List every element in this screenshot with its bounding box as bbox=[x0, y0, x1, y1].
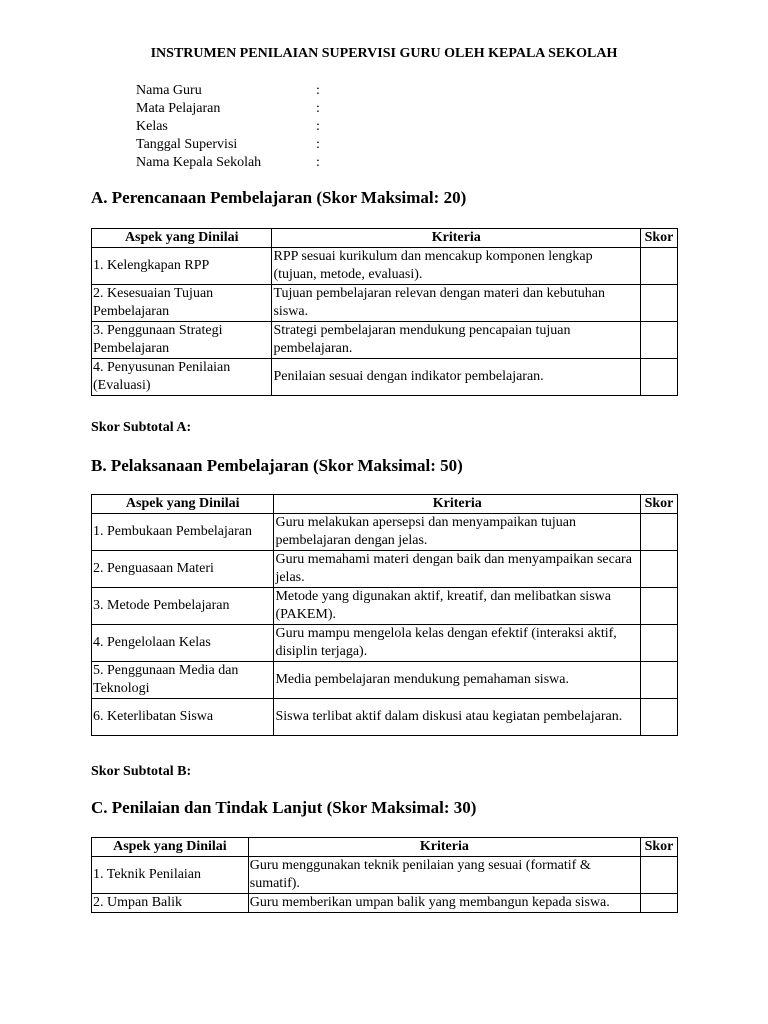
section-c-table bbox=[91, 837, 678, 913]
table-row bbox=[92, 662, 678, 699]
skor-cell[interactable] bbox=[641, 588, 678, 625]
table-row bbox=[92, 894, 678, 913]
table-row bbox=[92, 322, 678, 359]
skor-cell[interactable] bbox=[641, 662, 678, 699]
skor-cell[interactable] bbox=[641, 699, 678, 736]
table-row bbox=[92, 285, 678, 322]
info-row-nama-kepala-sekolah bbox=[136, 154, 328, 172]
aspek-cell: 2. Umpan Balik bbox=[92, 894, 249, 913]
kriteria-cell: Guru memahami materi dengan baik dan menyampaikan secara jelas. bbox=[274, 551, 641, 588]
table-header-row bbox=[92, 838, 678, 857]
table-row bbox=[92, 699, 678, 736]
kriteria-cell: Guru mampu mengelola kelas dengan efektif (interaksi aktif, disiplin terjaga). bbox=[274, 625, 641, 662]
info-colon: : bbox=[316, 155, 320, 170]
skor-cell[interactable] bbox=[641, 248, 678, 285]
kriteria-cell: Guru menggunakan teknik penilaian yang sesuai (formatif & sumatif). bbox=[248, 857, 640, 894]
table-row bbox=[92, 514, 678, 551]
skor-cell[interactable] bbox=[641, 894, 678, 913]
kriteria-cell: Siswa terlibat aktif dalam diskusi atau kegiatan pembelajaran. bbox=[274, 699, 641, 736]
skor-cell[interactable] bbox=[641, 857, 678, 894]
skor-cell[interactable] bbox=[641, 514, 678, 551]
section-c-heading: C. Penilaian dan Tindak Lanjut (Skor Maksimal: 30) bbox=[91, 798, 477, 817]
kriteria-cell: RPP sesuai kurikulum dan mencakup komponen lengkap (tujuan, metode, evaluasi). bbox=[272, 248, 641, 285]
header-aspek: Aspek yang Dinilai bbox=[92, 495, 274, 514]
table-header-row bbox=[92, 229, 678, 248]
info-colon: : bbox=[316, 119, 320, 134]
kriteria-cell: Penilaian sesuai dengan indikator pembelajaran. bbox=[272, 359, 641, 396]
aspek-cell: 1. Pembukaan Pembelajaran bbox=[92, 514, 274, 551]
info-label: Nama Guru bbox=[136, 83, 202, 98]
kriteria-cell: Tujuan pembelajaran relevan dengan materi dan kebutuhan siswa. bbox=[272, 285, 641, 322]
kriteria-cell: Strategi pembelajaran mendukung pencapaian tujuan pembelajaran. bbox=[272, 322, 641, 359]
section-b-heading: B. Pelaksanaan Pembelajaran (Skor Maksimal: 50) bbox=[91, 456, 463, 475]
aspek-cell: 6. Keterlibatan Siswa bbox=[92, 699, 274, 736]
skor-cell[interactable] bbox=[641, 322, 678, 359]
header-kriteria: Kriteria bbox=[274, 495, 641, 514]
skor-cell[interactable] bbox=[641, 285, 678, 322]
header-skor: Skor bbox=[641, 229, 678, 248]
kriteria-cell: Metode yang digunakan aktif, kreatif, dan melibatkan siswa (PAKEM). bbox=[274, 588, 641, 625]
info-colon: : bbox=[316, 83, 320, 98]
subtotal-a: Skor Subtotal A: bbox=[91, 420, 192, 435]
aspek-cell: 1. Teknik Penilaian bbox=[92, 857, 249, 894]
skor-cell[interactable] bbox=[641, 551, 678, 588]
section-a-heading: A. Perencanaan Pembelajaran (Skor Maksimal: 20) bbox=[91, 188, 467, 207]
info-row-nama-guru bbox=[136, 82, 328, 100]
table-row bbox=[92, 248, 678, 285]
aspek-cell: 3. Metode Pembelajaran bbox=[92, 588, 274, 625]
table-row bbox=[92, 588, 678, 625]
aspek-cell: 5. Penggunaan Media dan Teknologi bbox=[92, 662, 274, 699]
aspek-cell: 1. Kelengkapan RPP bbox=[92, 248, 272, 285]
section-b-table bbox=[91, 494, 678, 736]
table-row bbox=[92, 857, 678, 894]
info-colon: : bbox=[316, 101, 320, 116]
info-label: Kelas bbox=[136, 119, 168, 134]
info-row-mata-pelajaran bbox=[136, 100, 328, 118]
info-colon: : bbox=[316, 137, 320, 152]
info-row-tanggal-supervisi bbox=[136, 136, 328, 154]
table-header-row bbox=[92, 495, 678, 514]
subtotal-b: Skor Subtotal B: bbox=[91, 764, 192, 779]
info-label: Mata Pelajaran bbox=[136, 101, 221, 116]
info-block bbox=[136, 82, 328, 172]
aspek-cell: 4. Penyusunan Penilaian (Evaluasi) bbox=[92, 359, 272, 396]
header-aspek: Aspek yang Dinilai bbox=[92, 229, 272, 248]
aspek-cell: 4. Pengelolaan Kelas bbox=[92, 625, 274, 662]
kriteria-cell: Media pembelajaran mendukung pemahaman siswa. bbox=[274, 662, 641, 699]
table-row bbox=[92, 551, 678, 588]
info-label: Nama Kepala Sekolah bbox=[136, 155, 262, 170]
aspek-cell: 3. Penggunaan Strategi Pembelajaran bbox=[92, 322, 272, 359]
header-aspek: Aspek yang Dinilai bbox=[92, 838, 249, 857]
header-kriteria: Kriteria bbox=[272, 229, 641, 248]
kriteria-cell: Guru memberikan umpan balik yang membangun kepada siswa. bbox=[248, 894, 640, 913]
info-row-kelas bbox=[136, 118, 328, 136]
document-title: INSTRUMEN PENILAIAN SUPERVISI GURU OLEH KEPALA SEKOLAH bbox=[150, 46, 618, 61]
info-label: Tanggal Supervisi bbox=[136, 137, 238, 152]
table-row bbox=[92, 625, 678, 662]
kriteria-cell: Guru melakukan apersepsi dan menyampaikan tujuan pembelajaran dengan jelas. bbox=[274, 514, 641, 551]
skor-cell[interactable] bbox=[641, 359, 678, 396]
header-skor: Skor bbox=[641, 495, 678, 514]
header-skor: Skor bbox=[641, 838, 678, 857]
aspek-cell: 2. Kesesuaian Tujuan Pembelajaran bbox=[92, 285, 272, 322]
aspek-cell: 2. Penguasaan Materi bbox=[92, 551, 274, 588]
section-a-table bbox=[91, 228, 678, 396]
skor-cell[interactable] bbox=[641, 625, 678, 662]
header-kriteria: Kriteria bbox=[248, 838, 640, 857]
table-row bbox=[92, 359, 678, 396]
